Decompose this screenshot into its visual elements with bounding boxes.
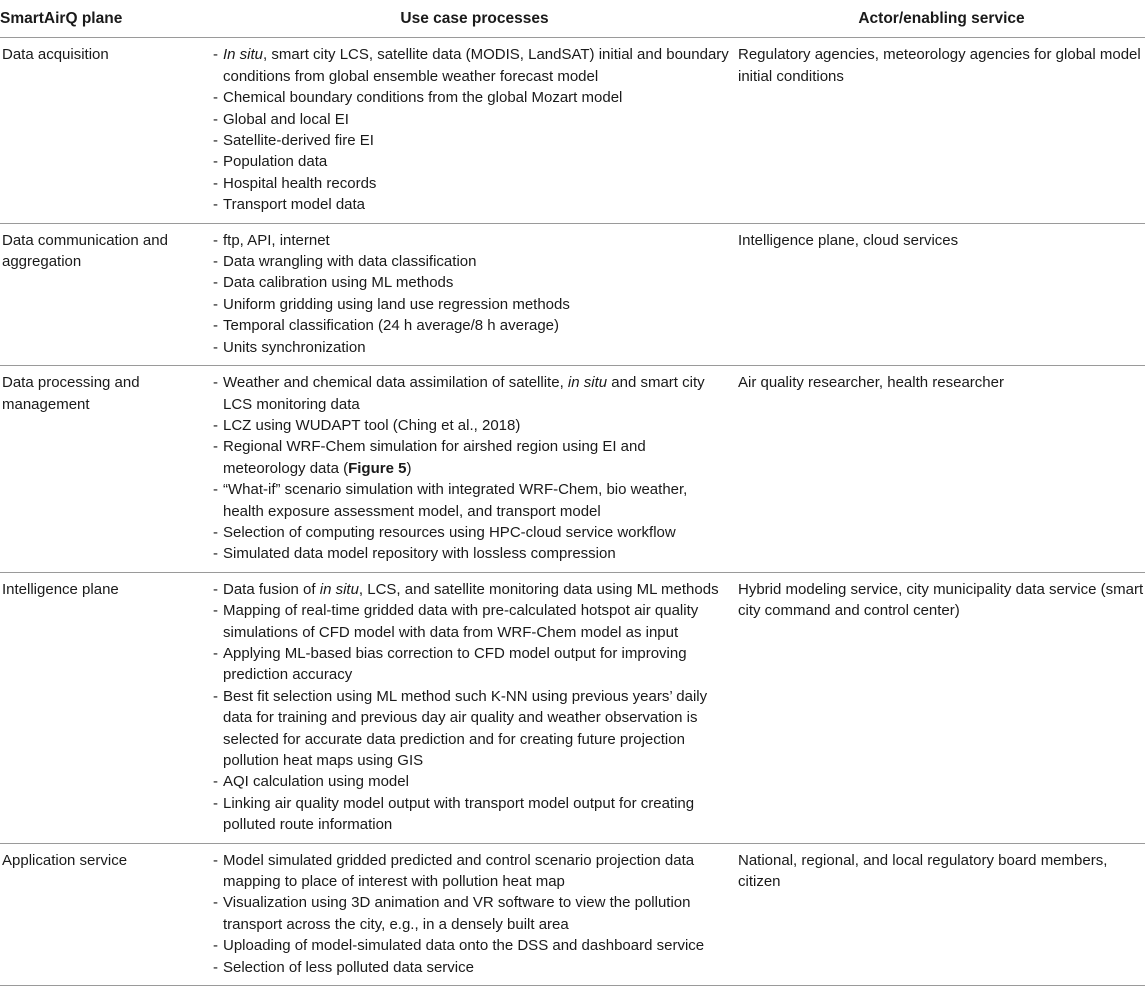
processes-cell	[211, 843, 738, 985]
process-text: ftp, API, internet	[223, 231, 330, 249]
process-item	[213, 579, 730, 600]
process-text: Selection of computing resources using HPC-cloud service workflow	[223, 523, 676, 541]
process-item	[213, 315, 730, 336]
process-text: Transport model data	[223, 196, 366, 214]
process-list	[213, 850, 730, 978]
process-item	[213, 251, 730, 272]
process-text: Data wrangling with data classification	[223, 253, 477, 271]
process-text: and smart city LCS monitoring data	[223, 374, 705, 413]
plane-cell: Data processing and management	[0, 366, 211, 573]
process-text: Population data	[223, 153, 328, 171]
process-text: Best fit selection using ML method such K-NN using previous years’ daily data for training and previous day air quality and weather observation is selected for accurate data prediction and for creating future projection pollution heat maps using GIS	[223, 687, 708, 769]
process-text: Units synchronization	[223, 338, 366, 356]
process-item	[213, 850, 730, 893]
process-item	[213, 372, 730, 415]
header-use-case-processes: Use case processes	[211, 0, 738, 38]
process-item	[213, 151, 730, 172]
dash-bullet: -	[213, 253, 218, 271]
table-body	[0, 38, 1145, 986]
process-item	[213, 686, 730, 772]
dash-bullet: -	[213, 295, 218, 313]
dash-bullet: -	[213, 153, 218, 171]
dash-bullet: -	[213, 545, 218, 563]
dash-bullet: -	[213, 937, 218, 955]
process-text: In situ	[223, 46, 264, 64]
process-text: Visualization using 3D animation and VR software to view the pollution transport across the city, e.g., in a densely built area	[223, 894, 691, 933]
dash-bullet: -	[213, 644, 218, 662]
process-text: Uploading of model-simulated data onto the DSS and dashboard service	[223, 937, 705, 955]
process-text: Satellite-derived fire EI	[223, 132, 374, 150]
dash-bullet: -	[213, 317, 218, 335]
dash-bullet: -	[213, 794, 218, 812]
header-smartairq-plane: SmartAirQ plane	[0, 0, 211, 38]
plane-cell: Data communication and aggregation	[0, 223, 211, 365]
processes-cell	[211, 366, 738, 573]
process-text: , smart city LCS, satellite data (MODIS, LandSAT) initial and boundary conditions from global ensemble weather forecast model	[223, 46, 729, 85]
process-item	[213, 272, 730, 293]
process-item	[213, 600, 730, 643]
process-item	[213, 643, 730, 686]
table-row	[0, 38, 1145, 223]
plane-cell: Data acquisition	[0, 38, 211, 223]
dash-bullet: -	[213, 602, 218, 620]
process-text: Applying ML-based bias correction to CFD model output for improving prediction accuracy	[223, 644, 687, 684]
process-item	[213, 294, 730, 315]
process-item	[213, 935, 730, 956]
actor-cell: Hybrid modeling service, city municipality data service (smart city command and control center)	[738, 572, 1145, 843]
process-text: “What-if” scenario simulation with integrated WRF-Chem, bio weather, health exposure assessment model, and transport model	[223, 481, 688, 520]
process-text: Data calibration using ML methods	[223, 274, 454, 292]
dash-bullet: -	[213, 274, 218, 292]
process-text: Simulated data model repository with lossless compression	[223, 545, 616, 563]
process-item	[213, 522, 730, 543]
dash-bullet: -	[213, 132, 218, 150]
plane-cell: Application service	[0, 843, 211, 985]
process-text: Regional WRF-Chem simulation for airshed region using EI and meteorology data (	[223, 438, 646, 477]
process-list	[213, 230, 730, 358]
process-text: Selection of less polluted data service	[223, 958, 474, 976]
process-text: Weather and chemical data assimilation of satellite,	[223, 374, 568, 392]
dash-bullet: -	[213, 773, 218, 791]
process-item	[213, 173, 730, 194]
process-item	[213, 230, 730, 251]
header-actor-enabling-service: Actor/enabling service	[738, 0, 1145, 38]
process-item	[213, 957, 730, 978]
process-text: Hospital health records	[223, 174, 377, 192]
dash-bullet: -	[213, 580, 218, 598]
process-text: Uniform gridding using land use regression methods	[223, 295, 570, 313]
process-item	[213, 87, 730, 108]
process-text: Model simulated gridded predicted and control scenario projection data mapping to place of interest with pollution heat map	[223, 851, 695, 891]
process-item	[213, 479, 730, 522]
dash-bullet: -	[213, 374, 218, 392]
process-text: )	[406, 459, 412, 477]
process-item	[213, 771, 730, 792]
plane-cell: Intelligence plane	[0, 572, 211, 843]
dash-bullet: -	[213, 196, 218, 214]
processes-cell	[211, 223, 738, 365]
process-text: Chemical boundary conditions from the global Mozart model	[223, 89, 623, 107]
process-text: Temporal classification (24 h average/8 h average)	[223, 317, 560, 335]
table-row	[0, 366, 1145, 573]
actor-cell: National, regional, and local regulatory board members, citizen	[738, 843, 1145, 985]
process-item	[213, 415, 730, 436]
process-text: in situ	[567, 374, 608, 392]
process-text: Global and local EI	[223, 110, 349, 128]
process-text: Linking air quality model output with transport model output for creating polluted route information	[223, 794, 695, 834]
process-item	[213, 44, 730, 87]
process-item	[213, 543, 730, 564]
dash-bullet: -	[213, 851, 218, 869]
table-row	[0, 843, 1145, 985]
table-row	[0, 223, 1145, 365]
process-list	[213, 579, 730, 836]
process-item	[213, 892, 730, 935]
process-text: Data fusion of	[223, 580, 320, 598]
process-item	[213, 436, 730, 479]
actor-cell: Regulatory agencies, meteorology agencies for global model initial conditions	[738, 38, 1145, 223]
process-list	[213, 372, 730, 565]
process-text: Mapping of real-time gridded data with pre-calculated hotspot air quality simulations of CFD model with data from WRF-Chem model as input	[223, 602, 699, 641]
dash-bullet: -	[213, 481, 218, 499]
processes-cell	[211, 38, 738, 223]
process-item	[213, 793, 730, 836]
process-text: AQI calculation using model	[223, 773, 409, 791]
dash-bullet: -	[213, 523, 218, 541]
dash-bullet: -	[213, 231, 218, 249]
dash-bullet: -	[213, 438, 218, 456]
dash-bullet: -	[213, 416, 218, 434]
dash-bullet: -	[213, 687, 218, 705]
process-text: Figure 5	[348, 459, 407, 477]
process-text: in situ	[319, 580, 359, 598]
process-text: LCZ using WUDAPT tool (Ching et al., 2018)	[223, 416, 521, 434]
header-row	[0, 0, 1145, 38]
dash-bullet: -	[213, 894, 218, 912]
actor-cell: Intelligence plane, cloud services	[738, 223, 1145, 365]
actor-cell: Air quality researcher, health researcher	[738, 366, 1145, 573]
process-item	[213, 130, 730, 151]
process-item	[213, 109, 730, 130]
dash-bullet: -	[213, 958, 218, 976]
process-list	[213, 44, 730, 215]
dash-bullet: -	[213, 110, 218, 128]
table-row	[0, 572, 1145, 843]
dash-bullet: -	[213, 46, 218, 64]
process-item	[213, 337, 730, 358]
process-text: , LCS, and satellite monitoring data using ML methods	[358, 580, 719, 598]
process-item	[213, 194, 730, 215]
dash-bullet: -	[213, 174, 218, 192]
processes-cell	[211, 572, 738, 843]
dash-bullet: -	[213, 89, 218, 107]
dash-bullet: -	[213, 338, 218, 356]
